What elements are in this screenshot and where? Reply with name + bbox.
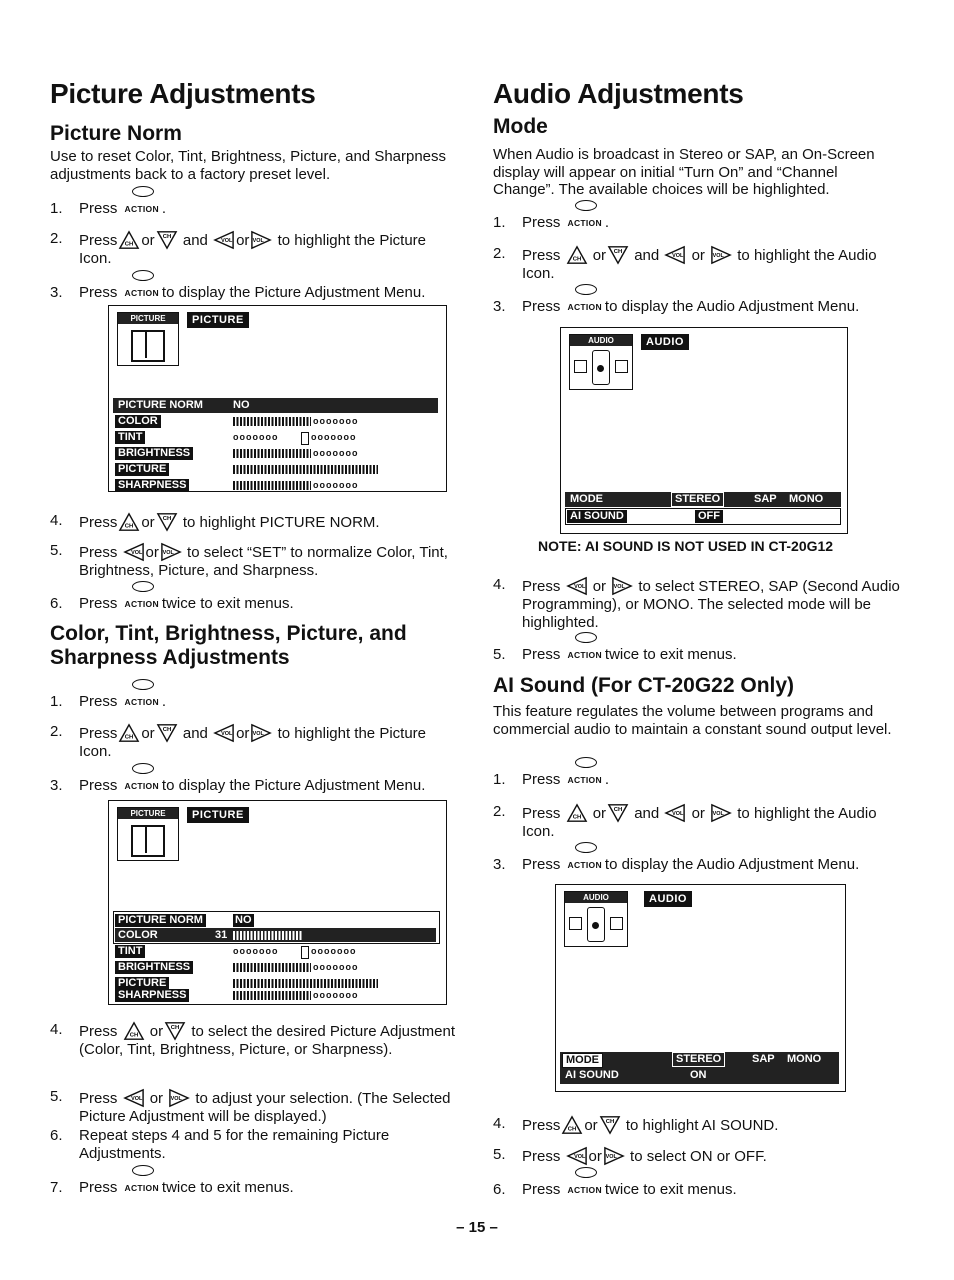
volume-right-icon [250, 230, 272, 250]
action-button-icon: ACTION [568, 299, 602, 317]
heading-picture-norm: Picture Norm [50, 122, 182, 145]
heading-mode: Mode [493, 115, 548, 138]
volume-right-icon [710, 245, 732, 265]
volume-left-icon [664, 803, 686, 823]
action-button-icon: ACTION [568, 215, 602, 233]
channel-up-icon [566, 803, 588, 823]
picture-menu-screen [108, 305, 447, 492]
action-button-icon: ACTION [125, 778, 159, 796]
action-button-icon: ACTION [125, 285, 159, 303]
action-button-icon: ACTION [568, 772, 602, 790]
volume-right-icon [710, 803, 732, 823]
audio-icon: AUDIO [564, 891, 628, 947]
picture-menu-title: PICTURE [187, 807, 249, 823]
volume-right-icon [168, 1088, 190, 1108]
intro-ai-sound: This feature regulates the volume between programs and commercial audio to maintain a constant sound output level. [493, 703, 892, 738]
action-button-icon: ACTION [568, 647, 602, 665]
action-button-icon: ACTION [568, 1182, 602, 1200]
channel-up-icon [118, 512, 140, 532]
volume-right-icon [603, 1146, 625, 1166]
channel-up-icon [118, 230, 140, 250]
menu-row-sharpness: SHARPNESS ooooooo [115, 479, 440, 492]
volume-left-icon [123, 1088, 145, 1108]
menu-row-picture: PICTURE [115, 977, 440, 990]
menu-row-mode: MODE STEREO SAP MONO [570, 493, 824, 505]
menu-row-sharpness: SHARPNESS ooooooo [115, 989, 440, 1002]
menu-row-ai-sound: AI SOUND OFF [567, 510, 843, 523]
channel-down-icon [607, 245, 629, 265]
audio-menu-screen [560, 327, 848, 534]
channel-up-icon [561, 1115, 583, 1135]
audio-menu-title: AUDIO [641, 334, 689, 350]
audio-menu-screen-2 [555, 884, 846, 1092]
channel-down-icon [599, 1115, 621, 1135]
picture-icon: PICTURE [117, 807, 179, 861]
menu-row-mode: MODE STEREO SAP MONO [562, 1053, 841, 1066]
action-button-icon: ACTION [125, 694, 159, 712]
audio-icon: AUDIO [569, 334, 633, 390]
note-ai-sound: NOTE: AI SOUND IS NOT USED IN CT-20G12 [538, 538, 834, 554]
intro-mode: When Audio is broadcast in Stereo or SAP, an On-Screen display will appear on initial “Turn On” and “Channel Change”. The available choices will be highlighted. [493, 146, 875, 198]
action-button-icon: ACTION [125, 596, 159, 614]
heading-color-tint-adjustments: Color, Tint, Brightness, Picture, and Sharpness Adjustments [50, 622, 407, 669]
menu-row-color: COLOR ooooooo [115, 415, 440, 428]
section-title-audio-adjustments: Audio Adjustments [493, 78, 744, 109]
channel-down-icon [156, 230, 178, 250]
menu-row-brightness: BRIGHTNESS ooooooo [115, 447, 440, 460]
menu-row-picture-norm: PICTURE NORM NO [118, 399, 250, 411]
volume-left-icon [123, 542, 145, 562]
heading-ai-sound: AI Sound (For CT-20G22 Only) [493, 674, 795, 697]
menu-row-brightness: BRIGHTNESS ooooooo [115, 961, 440, 974]
volume-left-icon [566, 576, 588, 596]
volume-right-icon [250, 723, 272, 743]
menu-row-color: COLOR 31 [115, 929, 440, 942]
channel-down-icon [164, 1021, 186, 1041]
menu-row-tint: TINT ooooooo ooooooo [115, 431, 440, 444]
volume-left-icon [213, 230, 235, 250]
picture-menu-screen-2 [108, 800, 447, 1005]
volume-right-icon [611, 576, 633, 596]
picture-menu-title: PICTURE [187, 312, 249, 328]
channel-down-icon [156, 512, 178, 532]
channel-up-icon [118, 723, 140, 743]
channel-down-icon [607, 803, 629, 823]
volume-left-icon [566, 1146, 588, 1166]
volume-left-icon [213, 723, 235, 743]
channel-up-icon [566, 245, 588, 265]
section-title-picture-adjustments: Picture Adjustments [50, 78, 316, 109]
menu-row-picture: PICTURE [115, 463, 440, 476]
action-button-icon: ACTION [568, 857, 602, 875]
action-button-icon: ACTION [125, 1180, 159, 1198]
intro-picture-norm: Use to reset Color, Tint, Brightness, Picture, and Sharpness adjustments back to a factory preset level. [50, 148, 447, 183]
menu-row-ai-sound: AI SOUND ON [565, 1069, 707, 1081]
channel-up-icon [123, 1021, 145, 1041]
audio-menu-title: AUDIO [644, 891, 692, 907]
channel-down-icon [156, 723, 178, 743]
volume-left-icon [664, 245, 686, 265]
page-number: – 15 – [456, 1219, 498, 1236]
action-button-icon: ACTION [125, 201, 159, 219]
menu-row-tint: TINT ooooooo ooooooo [115, 945, 440, 958]
volume-right-icon [160, 542, 182, 562]
picture-icon: PICTURE [117, 312, 179, 366]
menu-row-picture-norm: PICTURE NORM NO [115, 914, 440, 927]
